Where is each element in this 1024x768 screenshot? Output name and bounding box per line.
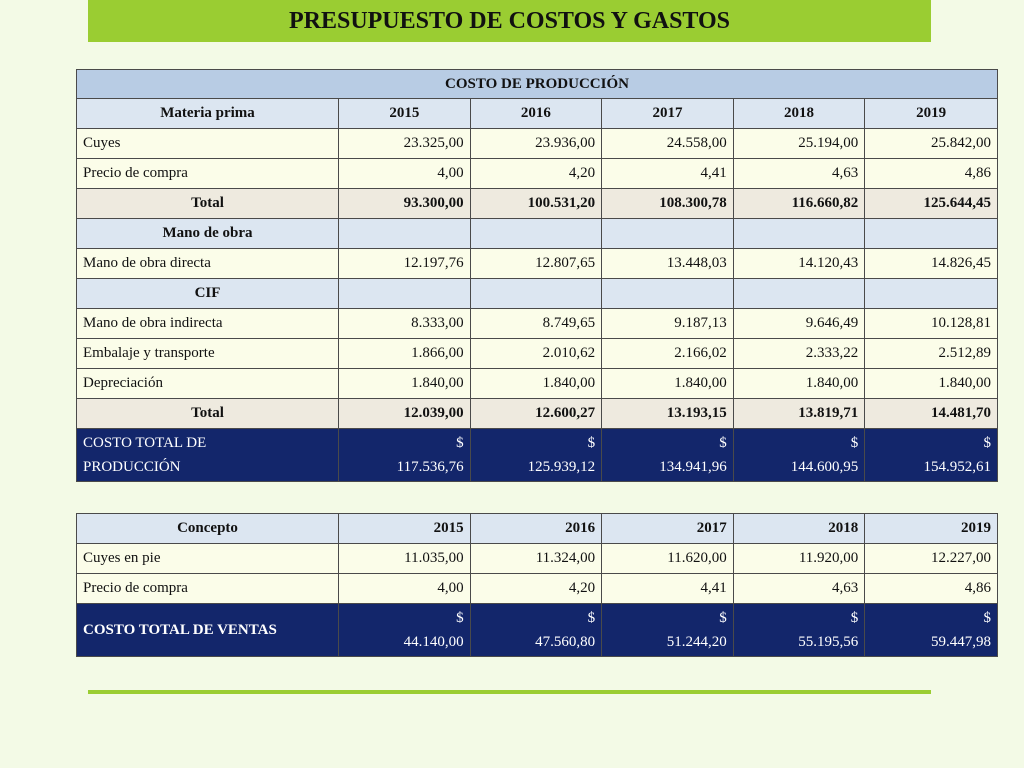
- cell-value: 8.333,00: [339, 309, 471, 339]
- grand-total-amount: 125.939,12: [527, 459, 596, 475]
- total-value: 116.660,82: [733, 189, 865, 219]
- header-cell: Concepto: [77, 514, 339, 544]
- empty-cell: [339, 219, 471, 249]
- grand-total-value: [339, 429, 471, 482]
- grand-total-value: [865, 604, 998, 657]
- empty-cell: [733, 279, 865, 309]
- row-label: Cuyes: [77, 129, 339, 159]
- table-row: [77, 129, 998, 159]
- cell-value: 9.187,13: [602, 309, 734, 339]
- total-value: 108.300,78: [602, 189, 734, 219]
- header-cell: 2018: [733, 99, 865, 129]
- total-value: 12.039,00: [339, 399, 471, 429]
- cell-value: 14.120,43: [733, 249, 865, 279]
- header-cell: 2017: [602, 514, 734, 544]
- currency-symbol: $: [983, 435, 991, 451]
- grand-total-value: [602, 604, 734, 657]
- cell-value: 4,86: [865, 159, 998, 189]
- header-cell: Materia prima: [77, 99, 339, 129]
- row-label: Precio de compra: [77, 574, 339, 604]
- row-label: Embalaje y transporte: [77, 339, 339, 369]
- production-banner: COSTO DE PRODUCCIÓN: [77, 70, 998, 99]
- cell-value: 1.840,00: [339, 369, 471, 399]
- cell-value: 24.558,00: [602, 129, 734, 159]
- header-cell: 2019: [865, 99, 998, 129]
- grand-total-row: [77, 429, 998, 482]
- header-cell: 2017: [602, 99, 734, 129]
- grand-total-amount: 154.952,61: [923, 459, 991, 475]
- cell-value: 11.920,00: [733, 544, 865, 574]
- page-title: PRESUPUESTO DE COSTOS Y GASTOS: [288, 7, 731, 34]
- cell-value: 2.166,02: [602, 339, 734, 369]
- grand-total-amount: 44.140,00: [403, 634, 464, 650]
- grand-total-value: [470, 429, 602, 482]
- header-cell: 2019: [865, 514, 998, 544]
- grand-total-amount: 59.447,98: [931, 634, 991, 650]
- sales-cost-table: [76, 513, 998, 657]
- table-row: [77, 369, 998, 399]
- empty-cell: [602, 279, 734, 309]
- production-banner-row: [77, 70, 998, 99]
- cell-value: 1.840,00: [865, 369, 998, 399]
- table-row: [77, 159, 998, 189]
- bottom-divider: [88, 690, 931, 694]
- cell-value: 1.840,00: [470, 369, 602, 399]
- cell-value: 13.448,03: [602, 249, 734, 279]
- currency-symbol: $: [719, 610, 727, 626]
- cell-value: 2.512,89: [865, 339, 998, 369]
- currency-symbol: $: [456, 610, 464, 626]
- currency-symbol: $: [456, 435, 464, 451]
- grand-total-value: [602, 429, 734, 482]
- table-row: [77, 574, 998, 604]
- total-value: 12.600,27: [470, 399, 602, 429]
- cell-value: 11.620,00: [602, 544, 734, 574]
- cell-value: 4,20: [470, 159, 602, 189]
- grand-total-amount: 134.941,96: [659, 459, 727, 475]
- grand-total-value: [733, 604, 865, 657]
- empty-cell: [470, 219, 602, 249]
- cell-value: 4,41: [602, 574, 734, 604]
- cell-value: 4,41: [602, 159, 734, 189]
- empty-cell: [470, 279, 602, 309]
- row-label: Precio de compra: [77, 159, 339, 189]
- cell-value: 8.749,65: [470, 309, 602, 339]
- grand-total-label-line2: PRODUCCIÓN: [83, 459, 181, 475]
- section-label: Mano de obra: [77, 219, 339, 249]
- row-label: Mano de obra indirecta: [77, 309, 339, 339]
- grand-total-value: [339, 604, 471, 657]
- total-value: 13.193,15: [602, 399, 734, 429]
- cell-value: 11.324,00: [470, 544, 602, 574]
- currency-symbol: $: [587, 610, 596, 626]
- total-value: 14.481,70: [865, 399, 998, 429]
- grand-total-amount: 144.600,95: [790, 459, 859, 475]
- grand-total-value: [865, 429, 998, 482]
- cell-value: 25.194,00: [733, 129, 865, 159]
- cell-value: 4,63: [733, 159, 865, 189]
- cell-value: 4,63: [733, 574, 865, 604]
- grand-total-value: [733, 429, 865, 482]
- cell-value: 1.840,00: [733, 369, 865, 399]
- cell-value: 12.807,65: [470, 249, 602, 279]
- header-cell: 2015: [339, 99, 471, 129]
- total-value: 125.644,45: [865, 189, 998, 219]
- empty-cell: [602, 219, 734, 249]
- grand-total-amount: 117.536,76: [396, 459, 464, 475]
- cell-value: 23.325,00: [339, 129, 471, 159]
- cell-value: 12.197,76: [339, 249, 471, 279]
- header-row: [77, 514, 998, 544]
- cell-value: 14.826,45: [865, 249, 998, 279]
- empty-cell: [865, 219, 998, 249]
- grand-total-amount: 55.195,56: [798, 634, 859, 650]
- grand-total-amount: 47.560,80: [535, 634, 596, 650]
- row-label: Mano de obra directa: [77, 249, 339, 279]
- cell-value: 2.333,22: [733, 339, 865, 369]
- table-row: [77, 249, 998, 279]
- header-cell: 2016: [470, 514, 602, 544]
- title-bar: [88, 0, 931, 42]
- header-cell: 2016: [470, 99, 602, 129]
- cell-value: 1.866,00: [339, 339, 471, 369]
- empty-cell: [733, 219, 865, 249]
- section-label: CIF: [77, 279, 339, 309]
- grand-total-amount: 51.244,20: [666, 634, 727, 650]
- empty-cell: [339, 279, 471, 309]
- currency-symbol: $: [983, 610, 991, 626]
- header-cell: 2018: [733, 514, 865, 544]
- total-label: Total: [77, 399, 339, 429]
- section-row: [77, 219, 998, 249]
- total-label: Total: [77, 189, 339, 219]
- grand-total-label: [77, 429, 339, 482]
- table-row: [77, 339, 998, 369]
- grand-total-value: [470, 604, 602, 657]
- cell-value: 2.010,62: [470, 339, 602, 369]
- header-cell: 2015: [339, 514, 471, 544]
- cell-value: 1.840,00: [602, 369, 734, 399]
- header-row: [77, 99, 998, 129]
- cell-value: 10.128,81: [865, 309, 998, 339]
- cell-value: 23.936,00: [470, 129, 602, 159]
- currency-symbol: $: [850, 610, 859, 626]
- currency-symbol: $: [719, 435, 727, 451]
- cell-value: 4,00: [339, 574, 471, 604]
- cell-value: 4,86: [865, 574, 998, 604]
- currency-symbol: $: [587, 435, 596, 451]
- grand-total-label: COSTO TOTAL DE VENTAS: [77, 604, 339, 657]
- total-row: [77, 399, 998, 429]
- currency-symbol: $: [850, 435, 859, 451]
- cell-value: 11.035,00: [339, 544, 471, 574]
- empty-cell: [865, 279, 998, 309]
- cell-value: 25.842,00: [865, 129, 998, 159]
- cell-value: 12.227,00: [865, 544, 998, 574]
- total-value: 13.819,71: [733, 399, 865, 429]
- table-row: [77, 544, 998, 574]
- row-label: Cuyes en pie: [77, 544, 339, 574]
- total-value: 100.531,20: [470, 189, 602, 219]
- grand-total-row: [77, 604, 998, 657]
- section-row: [77, 279, 998, 309]
- cell-value: 4,00: [339, 159, 471, 189]
- cell-value: 9.646,49: [733, 309, 865, 339]
- grand-total-label-line1: COSTO TOTAL DE: [83, 435, 207, 451]
- total-value: 93.300,00: [339, 189, 471, 219]
- cell-value: 4,20: [470, 574, 602, 604]
- row-label: Depreciación: [77, 369, 339, 399]
- total-row: [77, 189, 998, 219]
- table-row: [77, 309, 998, 339]
- production-cost-table: [76, 69, 998, 482]
